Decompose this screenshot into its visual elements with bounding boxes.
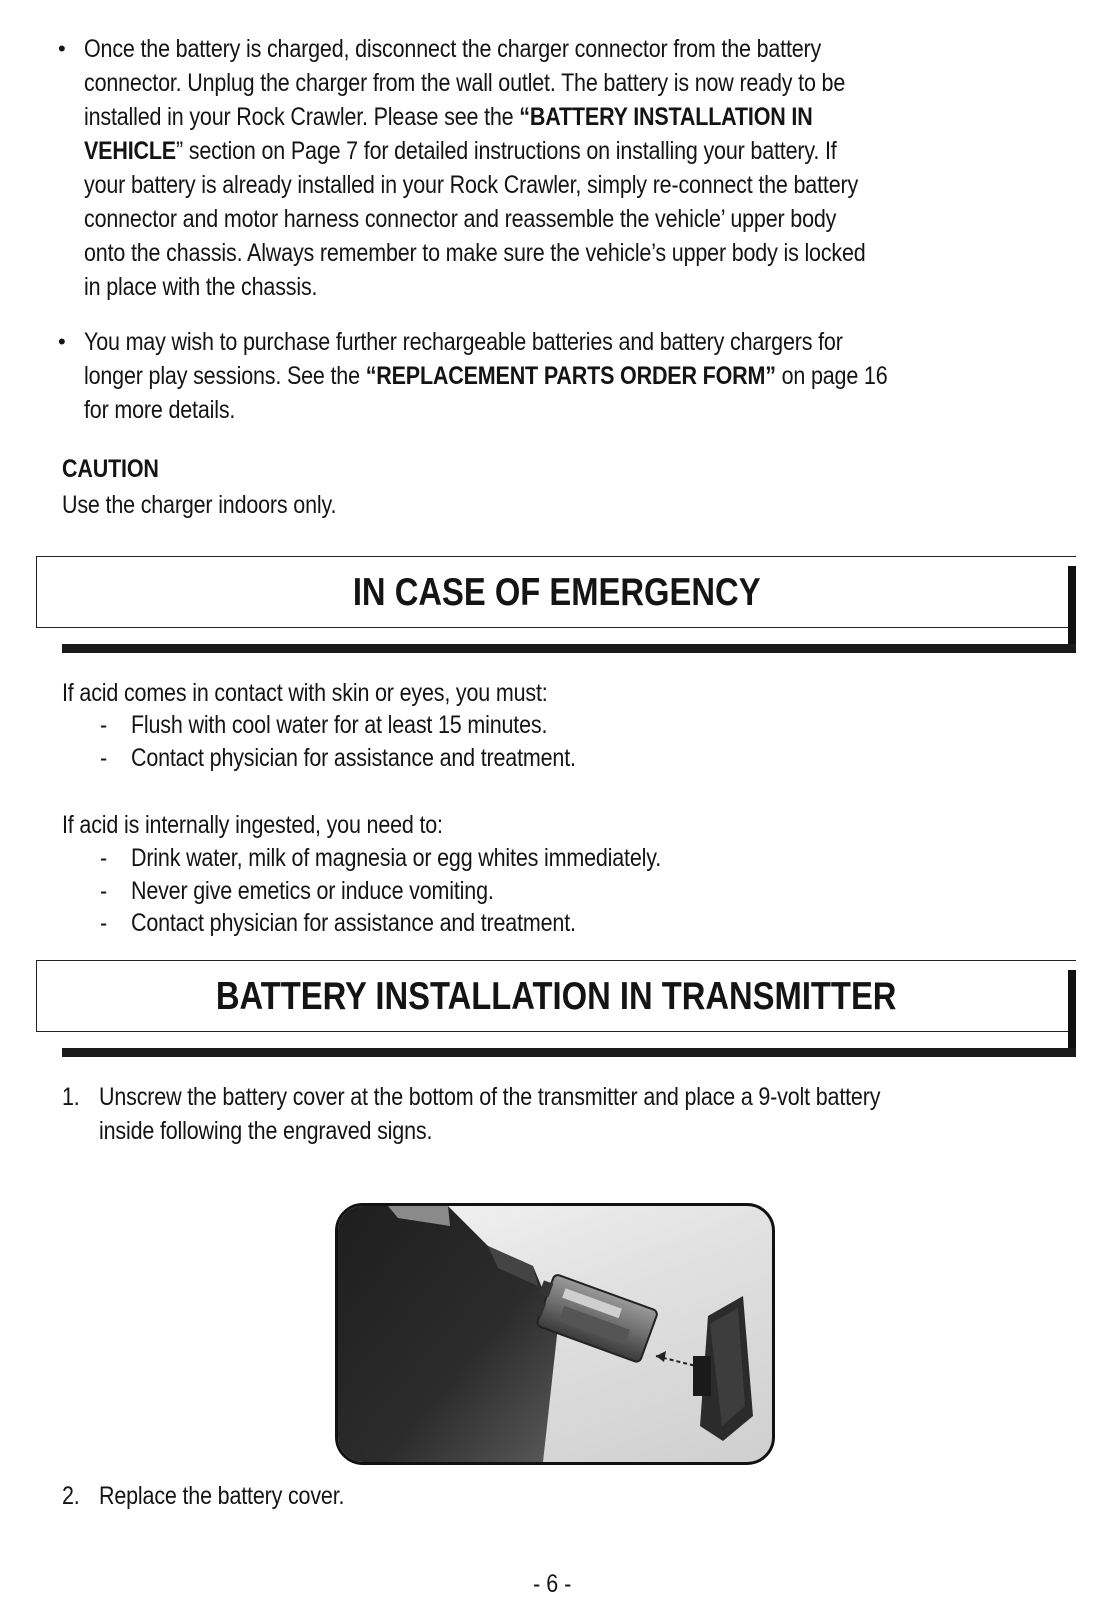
text-line: VEHICLE” section on Page 7 for detailed instructions on installing your battery. If: [84, 137, 837, 165]
bullet-text: [84, 32, 866, 304]
bullet-glyph: •: [58, 329, 66, 354]
caution-title: CAUTION: [62, 455, 159, 483]
text-line: Once the battery is charged, disconnect the charger connector from the battery: [84, 35, 822, 63]
emergency-intro-skin: If acid comes in contact with skin or eyes, you must:: [62, 679, 548, 707]
text-line: onto the chassis. Always remember to make sure the vehicle’s upper body is locked: [84, 239, 866, 267]
heading-shadow: [1068, 566, 1076, 653]
bold-reference: “BATTERY INSTALLATION IN: [519, 103, 813, 131]
dash-marker: -: [100, 711, 108, 739]
text-line: connector and motor harness connector and reassemble the vehicle’ upper body: [84, 205, 837, 233]
dash-marker: -: [100, 909, 108, 937]
text-line: longer play sessions. See the “REPLACEMENT PARTS ORDER FORM” on page 16: [84, 362, 888, 390]
dash-marker: -: [100, 844, 108, 872]
section-heading-transmitter: [36, 960, 1076, 1032]
section-heading-text: BATTERY INSTALLATION IN TRANSMITTER: [216, 975, 897, 1018]
page-number: - 6 -: [532, 1570, 572, 1598]
bullet-text: [84, 325, 887, 427]
bold-reference: VEHICLE: [84, 137, 176, 165]
text-line: You may wish to purchase further rechargeable batteries and battery chargers for: [84, 328, 843, 356]
bold-reference: “REPLACEMENT PARTS ORDER FORM”: [365, 362, 776, 390]
transmitter-battery-illustration: [338, 1206, 772, 1462]
heading-shadow: [1068, 970, 1076, 1057]
text-line: your battery is already installed in your Rock Crawler, simply re-connect the battery: [84, 171, 859, 199]
step-number: 2.: [62, 1482, 80, 1510]
dash-marker: -: [100, 744, 108, 772]
text-line: installed in your Rock Crawler. Please see the “BATTERY INSTALLATION IN: [84, 103, 813, 131]
caution-text: Use the charger indoors only.: [62, 491, 337, 519]
text-line: Unscrew the battery cover at the bottom of the transmitter and place a 9-volt battery: [99, 1083, 881, 1111]
step-number: 1.: [62, 1083, 80, 1111]
emergency-intro-ingested: If acid is internally ingested, you need to:: [62, 811, 443, 839]
bullet-glyph: •: [58, 36, 66, 61]
dash-marker: -: [100, 877, 108, 905]
step-text: [99, 1080, 880, 1148]
heading-shadow: [62, 644, 1076, 653]
text-line: connector. Unplug the charger from the wall outlet. The battery is now ready to be: [84, 69, 846, 97]
section-heading-emergency: [36, 556, 1076, 628]
battery-installation-photo: [335, 1203, 775, 1465]
step-text: Replace the battery cover.: [99, 1482, 345, 1510]
text-line: for more details.: [84, 396, 236, 424]
manual-page: • Once the battery is charged, disconnect the charger connector from the battery connector. Unplug the charger from the wall outlet. The battery is now ready to be installed in your Rock Crawler. Please see the “BATTERY INSTALLATION IN VEHICLE” section on Page 7 for detailed instructions on installing your battery. If your battery is already installed in your Rock Crawler, simply re-connect the battery connector and motor harness connector and reassemble the vehicle’ upper body onto the chassis. Always remember to make sure the vehicle’s upper body is locked in place with the chassis. • You may wish to purchase further rechargeable batteries and battery chargers for longer play sessions. See the “REPLACEMENT PARTS ORDER FORM” on page 16 for more details. CAUTION Use the charger indoors only. IN CASE OF EMERGENCY If acid comes in contact with skin or eyes, you must: - Flush with cool water for at least 15 minutes. - Contact physician for assistance and treatment. If acid is internally ingested, you need to: - Drink water, milk of magnesia or egg whites immediately. - Never give emetics or induce vomiting. - Contact physician for assistance and treatment. BATTERY INSTALLATION IN TRANSMITTER 1. Unscrew the battery cover at the bottom of the transmitter and place a 9-volt battery inside following the engraved signs. 2. Replace the battery cover. - 6 -: [0, 0, 1104, 1612]
text-line: in place with the chassis.: [84, 273, 318, 301]
section-heading-text: IN CASE OF EMERGENCY: [352, 571, 761, 614]
text-line: inside following the engraved signs.: [99, 1117, 433, 1145]
heading-shadow: [62, 1048, 1076, 1057]
